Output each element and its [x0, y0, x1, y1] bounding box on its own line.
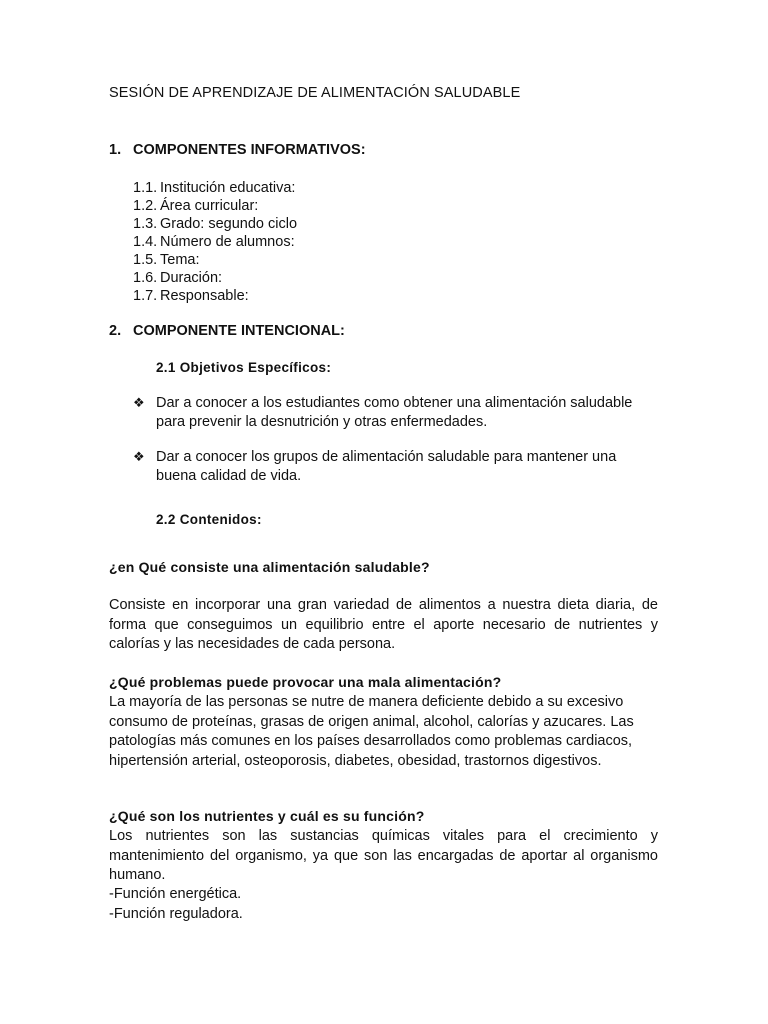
answer-3: Los nutrientes son las sustancias químicas vitales para el crecimiento y mantenimiento del organismo, ya que son las encargadas de aportar al organismo humano.	[109, 828, 658, 883]
list-item-label: Número de alumnos:	[160, 234, 295, 250]
section-2-heading	[109, 323, 345, 339]
list-item-number: 1.6.	[133, 270, 158, 286]
list-item	[133, 197, 297, 215]
list-item-number: 1.7.	[133, 288, 158, 304]
list-item	[133, 179, 297, 197]
list-item	[133, 251, 297, 269]
diamond-bullet-icon: ❖	[133, 395, 145, 410]
answer-1: Consiste en incorporar una gran variedad de alimentos a nuestra dieta diaria, de forma que conseguimos un equilibrio entre el aporte necesario de nutrientes y calorías y las necesidades de cada persona.	[109, 597, 658, 652]
specific-objectives-heading: 2.1 Objetivos Específicos:	[156, 360, 332, 375]
question-1: ¿en Qué consiste una alimentación saludable?	[109, 559, 430, 575]
answer-2: La mayoría de las personas se nutre de manera deficiente debido a su excesivo consumo de proteínas, grasas de origen animal, alcohol, calorías y azucares. Las patologías más comunes en los países desarrollados como problemas cardiacos, hipertensión arterial, osteoporosis, diabetes, obesidad, trastornos digestivos.	[109, 694, 634, 769]
objective-text: Dar a conocer los grupos de alimentación saludable para mantener una buena calidad de vida.	[156, 449, 617, 484]
list-item	[133, 269, 297, 287]
list-item-label: Institución educativa:	[160, 180, 296, 196]
section-1-title: COMPONENTES INFORMATIVOS:	[133, 142, 366, 158]
section-2-number: 2.	[109, 323, 122, 339]
list-item-number: 1.5.	[133, 252, 158, 268]
list-item	[133, 287, 297, 305]
objective-text: Dar a conocer a los estudiantes como obtener una alimentación saludable para prevenir la desnutrición y otras enfermedades.	[156, 395, 633, 430]
objective-bullet	[133, 448, 653, 485]
list-item-number: 1.3.	[133, 216, 158, 232]
list-item-label: Responsable:	[160, 288, 249, 304]
list-item	[133, 215, 297, 233]
question-3: ¿Qué son los nutrientes y cuál es su función?	[109, 808, 425, 824]
section-1-heading	[109, 142, 366, 158]
informative-components-list	[133, 179, 297, 305]
document-title: SESIÓN DE APRENDIZAJE DE ALIMENTACIÓN SALUDABLE	[109, 85, 521, 101]
list-item-number: 1.1.	[133, 180, 158, 196]
question-2: ¿Qué problemas puede provocar una mala alimentación?	[109, 674, 502, 690]
list-item-number: 1.4.	[133, 234, 158, 250]
list-item-label: Tema:	[160, 252, 200, 268]
section-2-title: COMPONENTE INTENCIONAL:	[133, 323, 345, 339]
list-item-label: Área curricular:	[160, 198, 259, 214]
list-item-number: 1.2.	[133, 198, 158, 214]
list-item	[133, 233, 297, 251]
objective-bullet	[133, 394, 653, 431]
diamond-bullet-icon: ❖	[133, 449, 145, 464]
contents-heading: 2.2 Contenidos:	[156, 512, 262, 527]
list-item-label: Grado: segundo ciclo	[160, 216, 298, 232]
list-item-label: Duración:	[160, 270, 223, 286]
section-1-number: 1.	[109, 142, 122, 158]
function-item: -Función reguladora.	[109, 906, 243, 922]
function-item: -Función energética.	[109, 886, 242, 902]
